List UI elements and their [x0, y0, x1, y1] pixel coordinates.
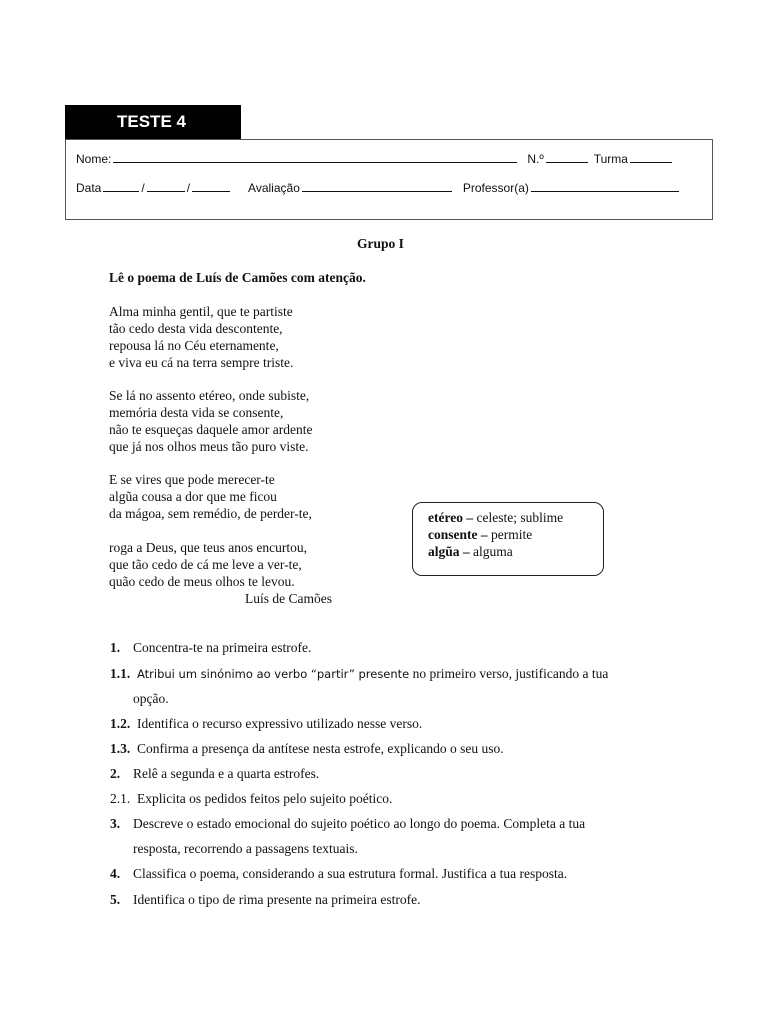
date-day-field[interactable]: [103, 181, 139, 192]
numero-field[interactable]: [546, 152, 588, 163]
question-2-1: [110, 790, 392, 807]
poem-line: da mágoa, sem remédio, de perder-te,: [109, 506, 312, 521]
question-number: 1.: [110, 640, 121, 655]
question-1: [110, 639, 311, 656]
glossary-term: etéreo –: [428, 510, 474, 525]
data-label: Data: [76, 181, 102, 195]
question-text: Identifica o recurso expressivo utilizado nesse verso.: [137, 716, 423, 731]
nome-label: Nome:: [76, 152, 112, 166]
question-number: 1.1.: [110, 666, 131, 681]
avaliacao-field[interactable]: [302, 181, 452, 192]
question-1-1-continuation: opção.: [133, 691, 169, 706]
question-text: Descreve o estado emocional do sujeito poético ao longo do poema. Completa a tua: [133, 816, 586, 831]
poem-stanza-1: [109, 303, 293, 371]
question-5: [110, 891, 421, 908]
info-row-2: [76, 181, 681, 195]
question-number: 2.: [110, 766, 121, 781]
question-number: 1.3.: [110, 741, 131, 756]
question-1-3: [110, 740, 504, 757]
poem-line: que tão cedo de cá me leve a ver-te,: [109, 557, 302, 572]
date-year-field[interactable]: [192, 181, 230, 192]
question-text-handwritten-style: Atribui um sinónimo ao verbo “partir” presente: [137, 667, 410, 681]
date-separator: /: [186, 181, 191, 195]
poem-line: algũa cousa a dor que me ficou: [109, 489, 277, 504]
poem-stanza-2: [109, 387, 313, 455]
date-separator: /: [141, 181, 145, 195]
question-text: Relê a segunda e a quarta estrofes.: [133, 766, 320, 781]
glossary-term: algũa –: [428, 544, 470, 559]
poem-line: quão cedo de meus olhos te levou.: [109, 574, 295, 589]
glossary-definition: permite: [491, 527, 533, 542]
professor-label: Professor(a): [462, 181, 529, 195]
avaliacao-label: Avaliação: [248, 181, 300, 195]
question-number: 5.: [110, 892, 121, 907]
question-1-2: [110, 715, 422, 732]
question-2: [110, 765, 319, 782]
glossary-entry: [428, 543, 603, 560]
poem-line: que já nos olhos meus tão puro viste.: [109, 439, 309, 454]
question-1-1: [110, 665, 608, 683]
turma-field[interactable]: [630, 152, 672, 163]
nome-field[interactable]: [113, 152, 517, 163]
poem-line: E se vires que pode merecer-te: [109, 472, 275, 487]
professor-field[interactable]: [531, 181, 679, 192]
test-title-tab: TESTE 4: [65, 105, 241, 139]
question-4: [110, 865, 567, 882]
poem-line: repousa lá no Céu eternamente,: [109, 338, 279, 353]
poem-line: Alma minha gentil, que te partiste: [109, 304, 293, 319]
info-row-1: [76, 152, 674, 166]
poem-author: Luís de Camões: [245, 591, 332, 606]
question-number: 4.: [110, 866, 121, 881]
glossary-definition: alguma: [473, 544, 513, 559]
poem-line: não te esqueças daquele amor ardente: [109, 422, 313, 437]
poem-line: roga a Deus, que teus anos encurtou,: [109, 540, 307, 555]
glossary-entry: [428, 509, 603, 526]
student-info-box: [65, 139, 713, 220]
poem-line: e viva eu cá na terra sempre triste.: [109, 355, 294, 370]
question-number: 1.2.: [110, 716, 131, 731]
poem-line: memória desta vida se consente,: [109, 405, 284, 420]
poem-line: Se lá no assento etéreo, onde subiste,: [109, 388, 310, 403]
question-text: Classifica o poema, considerando a sua estrutura formal. Justifica a tua resposta.: [133, 866, 568, 881]
question-text: Explicita os pedidos feitos pelo sujeito poético.: [137, 791, 393, 806]
question-text: Identifica o tipo de rima presente na primeira estrofe.: [133, 892, 421, 907]
numero-label: N.º: [527, 152, 544, 166]
question-number: 2.1.: [110, 791, 131, 806]
poem-line: tão cedo desta vida descontente,: [109, 321, 283, 336]
glossary-entry: [428, 526, 603, 543]
glossary-term: consente –: [428, 527, 488, 542]
question-number: 3.: [110, 816, 121, 831]
question-3: [110, 815, 585, 832]
glossary-definition: celeste; sublime: [476, 510, 564, 525]
glossary-box: [412, 502, 604, 576]
question-text: no primeiro verso, justificando a tua: [409, 666, 609, 681]
question-text: Confirma a presença da antítese nesta estrofe, explicando o seu uso.: [137, 741, 504, 756]
poem-stanza-3: [109, 471, 312, 522]
instruction-text: Lê o poema de Luís de Camões com atenção.: [109, 270, 366, 285]
date-month-field[interactable]: [147, 181, 185, 192]
turma-label: Turma: [593, 152, 628, 166]
group-heading: Grupo I: [357, 236, 404, 251]
poem-stanza-4: [109, 539, 332, 607]
question-text: Concentra-te na primeira estrofe.: [133, 640, 312, 655]
question-3-continuation: resposta, recorrendo a passagens textuais.: [133, 841, 358, 856]
